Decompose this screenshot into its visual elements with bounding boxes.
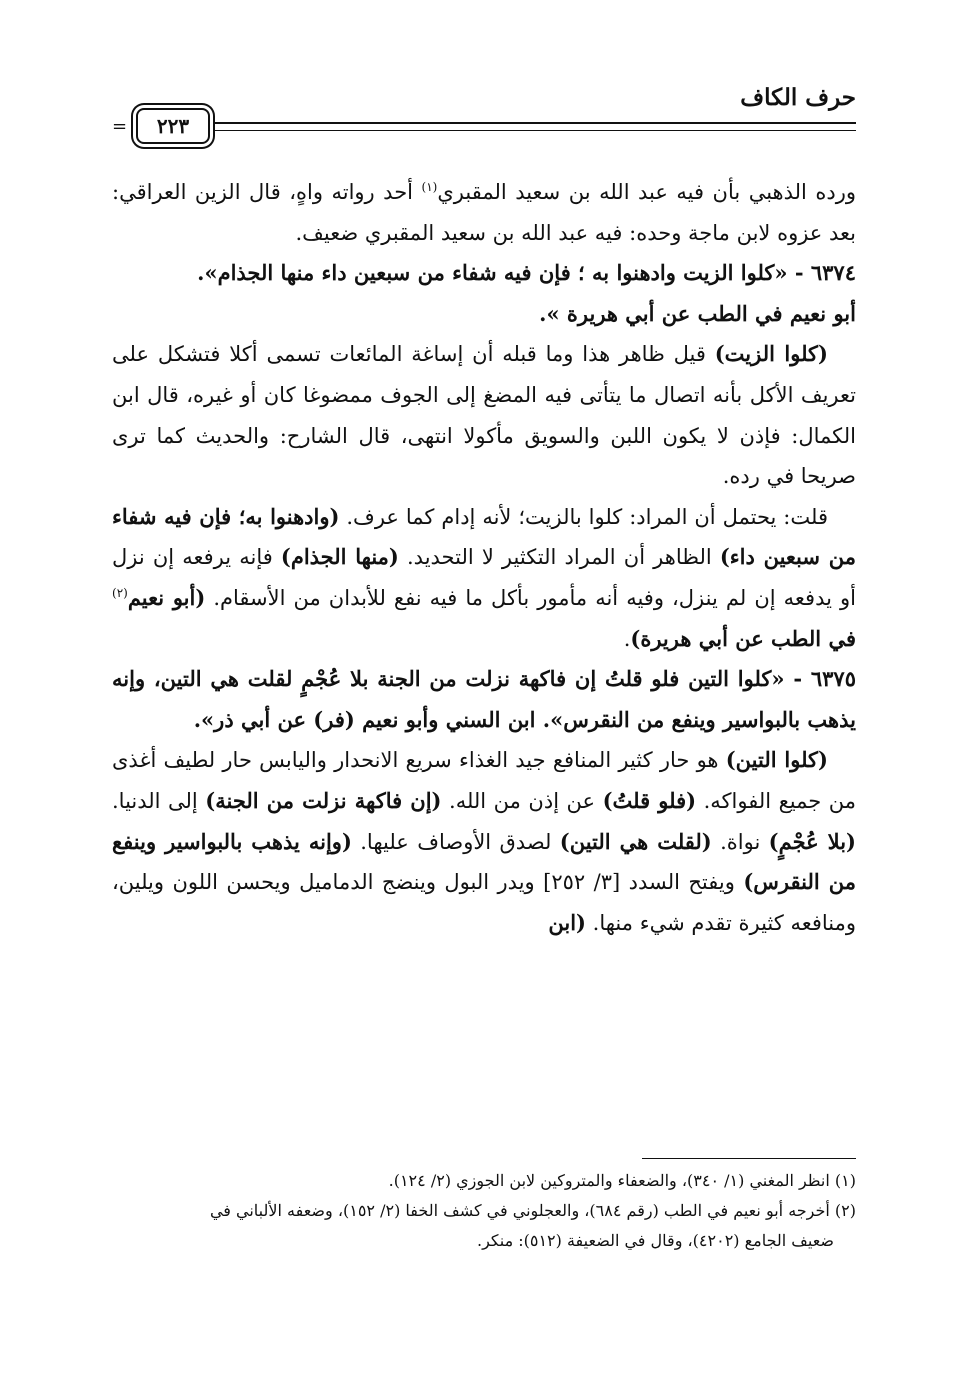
header-rule-thin xyxy=(200,130,856,131)
footnote-2-continued: ضعيف الجامع (٤٢٠٢)، وقال في الضعيفة (٥١٢): منكر. xyxy=(476,1231,834,1250)
chapter-title: حرف الكاف xyxy=(740,84,856,111)
text-run: إلى الدنيا. xyxy=(112,788,206,813)
text-run: أحد رواته واهٍ، قال الزين العراقي: بعد عزوه لابن ماجة وحده: فيه عبد الله بن سعيد المقبري ضعيف. xyxy=(112,180,856,245)
text-run: ٦٣٧٥ - «كلوا التين فلو قلتُ إن فاكهة نزلت من الجنة بلا عُجْمٍ لقلت هي التين، وإنه يذهب بالبواسير وينفع من النقرس». xyxy=(112,666,856,732)
text-run: (أبو نعيم xyxy=(127,584,206,610)
text-run: نواة. xyxy=(711,829,769,854)
text-run: (فلو قلتُ) xyxy=(602,787,697,813)
footnote-1: (١) انظر المغني (١/ ٣٤٠)، والضعفاء والمتروكين لابن الجوزي (٢/ ١٢٤). xyxy=(388,1171,856,1190)
footnote-ref: (٢) xyxy=(112,585,128,600)
text-run: (كلوا الزيت) xyxy=(714,341,828,367)
hadith-6374: ٦٣٧٤ - «كلوا الزيت وادهنوا به ؛ فإن فيه شفاء من سبعين داء منها الجذام». xyxy=(197,260,856,286)
text-run: (وإنه يذهب بالبواسير وينفع من النقرس) xyxy=(112,828,856,895)
text-run: (لقلت هي التين) xyxy=(559,828,712,854)
text-run: . xyxy=(623,626,631,651)
text-run: في الطب عن أبي هريرة) xyxy=(630,625,856,651)
paragraph xyxy=(112,334,856,496)
paragraph xyxy=(112,740,856,943)
header-rule xyxy=(200,122,856,124)
footnote-rule xyxy=(642,1158,856,1159)
text-run: (بلا عُجْمٍ) xyxy=(768,828,856,854)
text-run: (منها الجذام) xyxy=(280,544,399,570)
text-run: الظاهر أن المراد التكثير لا التحديد. xyxy=(398,545,720,570)
text-run: هو حار كثير المنافع جيد الغذاء سريع الانحدار واليابس حار لطيف أغذى من جميع الفواكه. xyxy=(112,748,856,813)
hadith-6375-source: ابن السني وأبو نعيم (فر) عن أبي ذر». xyxy=(193,706,543,732)
text-run: ويفتح السدد [٣/ ٢٥٢] ويدر البول وينضج الدماميل ويحسن اللون ويلين، ومنافعه كثيرة تقدم شيء منها. xyxy=(112,870,856,935)
paragraph xyxy=(112,172,856,253)
footnotes xyxy=(112,1166,856,1256)
page-header xyxy=(112,78,856,148)
text-run: لصدق الأوصاف عليها. xyxy=(351,829,560,854)
main-text xyxy=(112,172,856,943)
hadith-6375 xyxy=(112,659,856,740)
text-run: عن إذن من الله. xyxy=(441,788,603,813)
text-run: قيل ظاهر هذا وما قبله أن إساغة المائعات تسمى أكلا فتشكل على تعريف الأكل بأنه اتصال ما يتأتى فيه المضغ إلى الجوف ممضوغا كان أو غيره، قال ابن الكمال: فإذن لا يكون اللبن والسويق مأكولا انتهى، قال الشارح: والحديث كما ترى صريحا في رده. xyxy=(112,342,856,489)
text-run: (كلوا التين) xyxy=(725,747,828,773)
text-run: فإنه يرفعه إن نزل أو يدفعه إن لم ينزل، وفيه أنه مأمور بأكل ما فيه نفع للأبدان من الأسقام. xyxy=(112,545,856,610)
page-number: ٢٢٣ xyxy=(136,108,210,144)
text-run: قلت: يحتمل أن المراد: كلوا بالزيت؛ لأنه إدام كما عرف. xyxy=(339,504,828,529)
hadith-6374-source: أبو نعيم في الطب عن أبي هريرة ». xyxy=(539,300,856,326)
text-run: (وادهنوا به؛ فإن فيه شفاء من سبعين داء) xyxy=(112,503,856,570)
text-run: (ابن xyxy=(548,909,586,935)
text-run: ورده الذهبي بأن فيه عبد الله بن سعيد المقبري xyxy=(437,180,856,204)
footnote-ref: (١) xyxy=(421,180,438,194)
rule-end-mark: = xyxy=(112,116,128,137)
footnote-2: (٢) أخرجه أبو نعيم في الطب (رقم ٦٨٤)، والعجلوني في كشف الخفا (٢/ ١٥٢)، وضعفه الألباني في xyxy=(209,1201,856,1220)
paragraph xyxy=(112,497,856,659)
text-run: (إن فاكهة نزلت من الجنة) xyxy=(205,787,442,813)
